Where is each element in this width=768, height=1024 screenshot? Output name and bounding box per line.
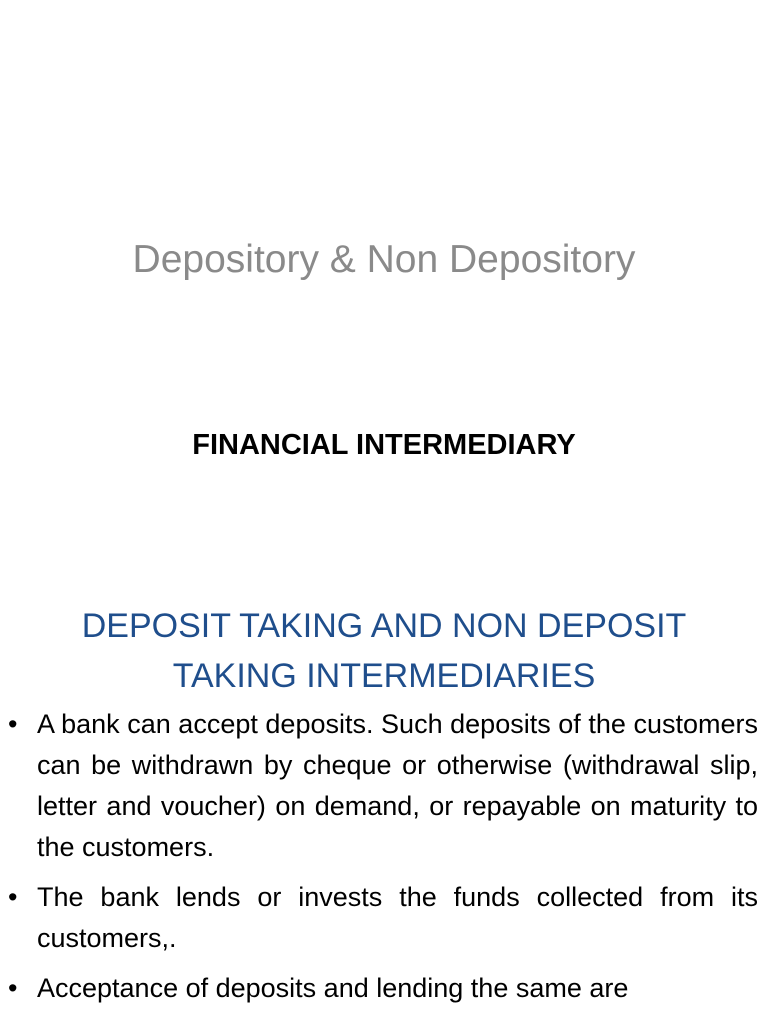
bullet-item <box>0 968 768 1009</box>
bullet-list <box>0 704 768 1018</box>
bullet-icon: • <box>8 973 18 1003</box>
bullet-item <box>0 877 768 959</box>
section-heading: FINANCIAL INTERMEDIARY <box>192 429 576 461</box>
bullet-icon: • <box>8 882 18 912</box>
slide-title: Depository & Non Depository <box>132 238 636 281</box>
slide-heading <box>40 601 728 701</box>
bullet-item <box>0 704 768 868</box>
bullet-text: The bank lends or invests the funds collected from its customers,. <box>37 882 758 953</box>
slide-heading-line-2: TAKING INTERMEDIARIES <box>172 657 596 695</box>
slide-heading-line-1: DEPOSIT TAKING AND NON DEPOSIT <box>81 607 687 645</box>
bullet-text: A bank can accept deposits. Such deposits of the customers can be withdrawn by cheque or otherwise (withdrawal slip, letter and voucher) on demand, or repayable on maturity to the customers. <box>37 709 758 862</box>
bullet-icon: • <box>8 709 18 739</box>
bullet-text: Acceptance of deposits and lending the same are <box>37 973 629 1003</box>
